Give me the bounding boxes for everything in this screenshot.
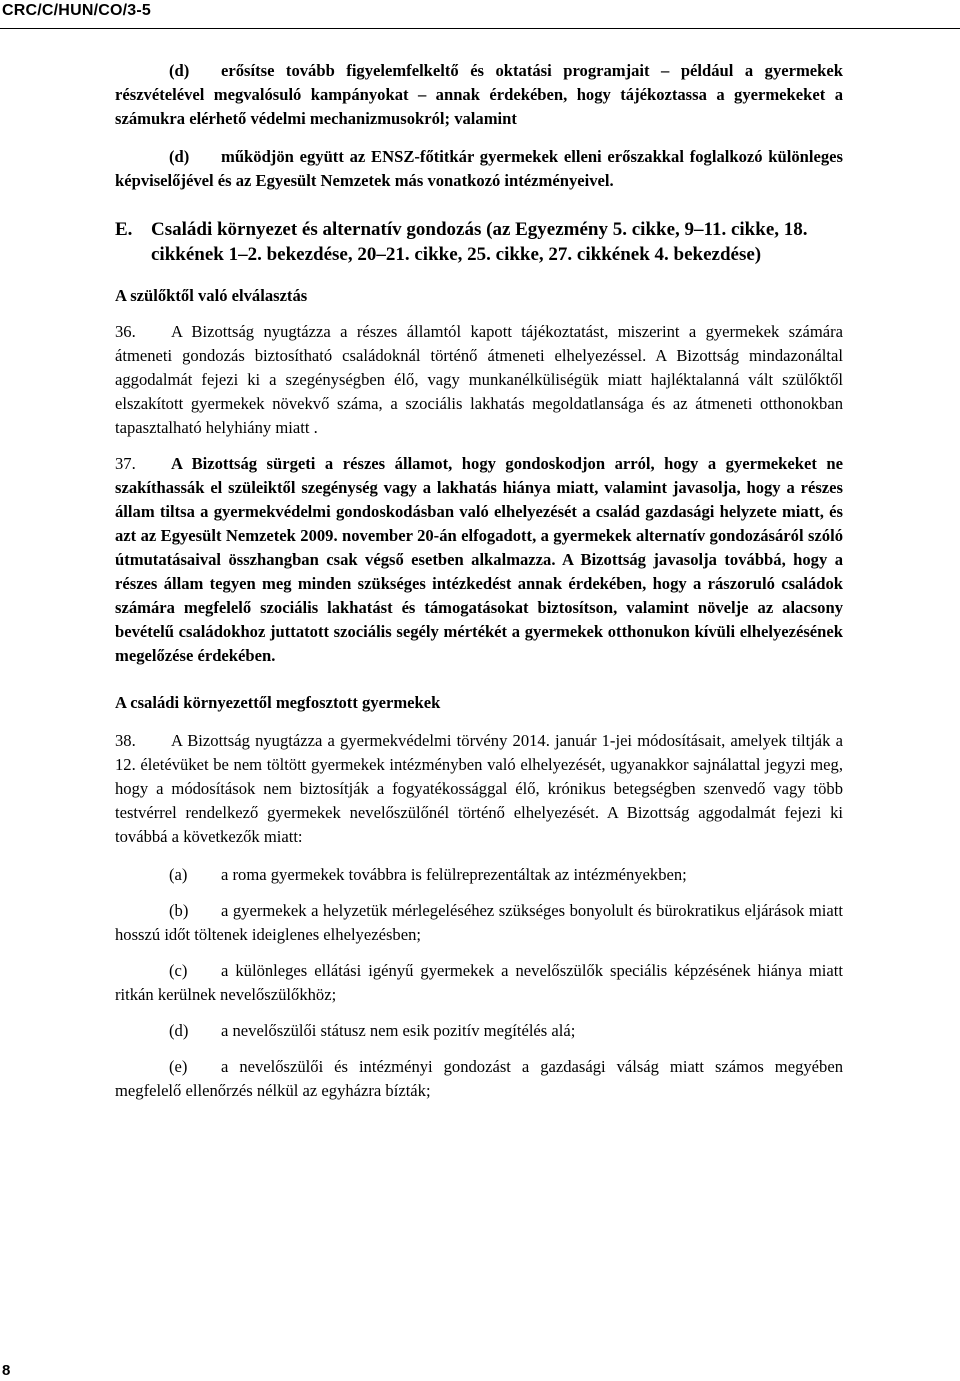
item-label: (e) — [169, 1057, 188, 1076]
page-number: 8 — [2, 1362, 11, 1379]
list-item-b — [115, 899, 843, 947]
paragraph-text: A Bizottság sürgeti a részes államot, hogy gondoskodjon arról, hogy a gyermekeket ne szakíthassák el szüleiktől szegénység vagy a lakhatás hiánya miatt, valamint javasolja, hogy a részes állam tiltsa a gyermekvédelmi gondoskodásban való elhelyezését a család gazdasági helyzete miatt, és azt az Egyesült Nemzetek 2009. november 20-án elfogadott, a gyermekek alternatív gondozásáról szóló útmutatásaival összhangban csak végső esetben alkalmazza. A Bizottság javasolja továbbá, hogy a részes állam tegyen meg minden szükséges intézkedést annak érdekében, hogy a rászoruló családok számára megfelelő szociális lakhatást és támogatásokat biztosítson, valamint növelje az alacsony bevételű családokhoz juttatott szociális segély mértékét a gyermekek otthonukon kívüli elhelyezésének megelőzése érdekében. — [115, 454, 843, 665]
paragraph-number: 37. — [115, 454, 136, 473]
item-label: (d) — [169, 147, 190, 166]
subheading-separation: A szülőktől való elválasztás — [115, 286, 308, 305]
item-label: (a) — [169, 865, 188, 884]
list-item-a — [115, 863, 843, 887]
item-label: (d) — [169, 1021, 189, 1040]
paragraph-text: A Bizottság nyugtázza a részes államtól kapott tájékoztatást, miszerint a gyermekek számára átmeneti gondozás biztosítható családoknál történő átmeneti elhelyezéssel. A Bizottság mindazonáltal aggodalmát fejezi ki a szegénységben élő, vagy munkanélküliségük miatt hajléktalanná vált szülőktől elszakított gyermekek növekvő száma, a szociális lakhatás megoldatlansága és az átmeneti otthonokban tapasztalható helyhiány miatt . — [115, 322, 843, 437]
list-item-d-cooperation — [115, 145, 843, 193]
item-text: a gyermekek a helyzetük mérlegeléséhez szükséges bonyolult és bürokratikus eljárások miatt hosszú időt töltenek ideiglenes elhelyezésben; — [115, 901, 843, 944]
item-text: a roma gyermekek továbbra is felülreprezentáltak az intézményekben; — [221, 865, 687, 884]
paragraph-text: A Bizottság nyugtázza a gyermekvédelmi törvény 2014. január 1-jei módosításait, amelyek tiltják a 12. életévüket be nem töltött gyermekek intézményben való elhelyezését, ugyanakkor sajnálattal jegyzi meg, hogy a módosítások nem biztosítják a fogyatékossággal élő, krónikus betegségben szenvedő vagy több testvérrel rendelkező gyermekek nevelőszülőnél történő elhelyezését. A Bizottság aggodalmát fejezi ki továbbá a következők miatt: — [115, 731, 843, 846]
header-divider — [0, 28, 960, 29]
section-heading — [115, 217, 843, 267]
list-item-e — [115, 1055, 843, 1103]
paragraph-number: 36. — [115, 322, 136, 341]
list-item-c — [115, 959, 843, 1007]
page-body — [115, 59, 843, 1103]
document-symbol: CRC/C/HUN/CO/3-5 — [2, 2, 151, 19]
paragraph-number: 38. — [115, 731, 136, 750]
item-text: működjön együtt az ENSZ-főtitkár gyermekek elleni erőszakkal foglalkozó különleges képviselőjével és az Egyesült Nemzetek más vonatkozó intézményeivel. — [115, 147, 843, 190]
section-title: Családi környezet és alternatív gondozás (az Egyezmény 5. cikke, 9–11. cikke, 18. cikkének 1–2. bekezdése, 20–21. cikke, 25. cikke, 27. cikkének 4. bekezdése) — [151, 219, 808, 265]
item-text: a nevelőszülői és intézményi gondozást a gazdasági válság miatt számos megyében megfelelő ellenőrzés nélkül az egyházra bízták; — [115, 1057, 843, 1100]
item-label: (d) — [169, 61, 190, 80]
list-item-d-awareness — [115, 59, 843, 131]
item-text: a nevelőszülői státusz nem esik pozitív megítélés alá; — [221, 1021, 576, 1040]
paragraph-36 — [115, 320, 843, 440]
item-text: erősítse tovább figyelemfelkeltő és oktatási programjait – például a gyermekek részvételével megvalósuló kampányokat – annak érdekében, hogy tájékoztassa a gyermekeket a számukra elérhető védelmi mechanizmusokról; valamint — [115, 61, 843, 128]
list-item-d — [115, 1019, 843, 1043]
paragraph-38 — [115, 729, 843, 849]
item-text: a különleges ellátási igényű gyermekek a nevelőszülők speciális képzésének hiánya miatt ritkán kerülnek nevelőszülőkhöz; — [115, 961, 843, 1004]
paragraph-37 — [115, 452, 843, 668]
item-label: (b) — [169, 901, 189, 920]
subheading-deprived-children: A családi környezettől megfosztott gyermekek — [115, 693, 441, 712]
section-letter: E. — [115, 219, 133, 240]
item-label: (c) — [169, 961, 188, 980]
